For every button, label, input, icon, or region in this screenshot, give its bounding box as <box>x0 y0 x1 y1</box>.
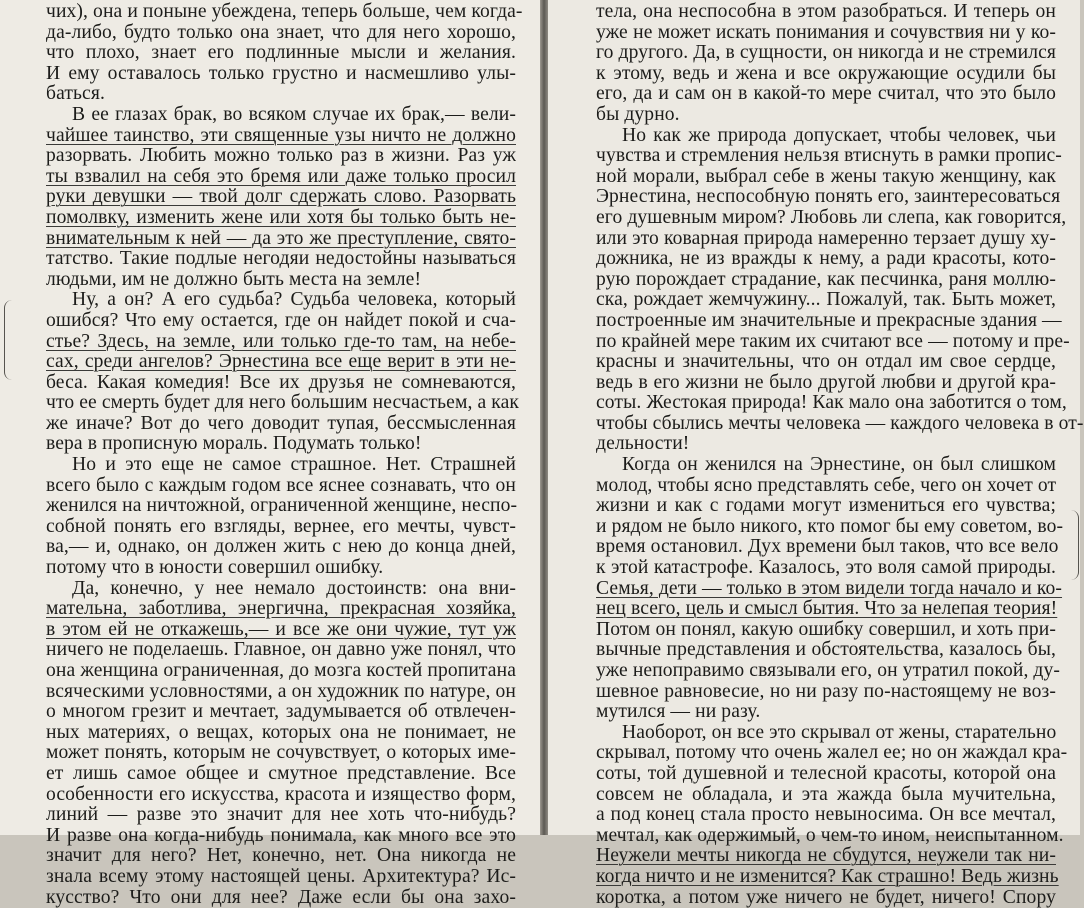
text-line: молод, чтобы ясно представлять себе, чего он хочет от <box>596 474 1057 496</box>
text-line: татство. Такие подлые негодяи недостойны называться <box>46 248 516 270</box>
text-line: руки девушки — твой долг сдержать слово. Разорвать <box>46 186 516 208</box>
text-line: ведь в его жизни не было другой любви и другой кра- <box>596 371 1056 393</box>
text-line: Наоборот, он все это скрывал от жены, старательно <box>622 721 1057 743</box>
text-line: Да, конечно, у нее немало достоинств: она вни- <box>72 577 516 599</box>
text-line: го другого. Да, в сущности, он никогда и не стремился <box>596 42 1056 64</box>
text-line: линий — разве это значит для нее хоть что-нибудь? <box>46 804 516 826</box>
text-line: Семья, дети — только в этом видели тогда начало и ко- <box>596 577 1063 599</box>
text-line: ва,— и, однако, он должен жить с нею до конца дней, <box>46 536 516 558</box>
text-line: тела, она неспособна в этом разобраться. И теперь он <box>596 1 1056 22</box>
text-line: дельности! <box>596 433 690 455</box>
text-line: вера в прописную мораль. Подумать только! <box>46 433 422 455</box>
text-line: совсем не обладала, и эта жажда была мучительна, <box>596 783 1056 805</box>
text-line: о многом грезит и мечтает, задумывается об отвлечен- <box>46 701 516 723</box>
text-line: значит для него? Нет, конечно, нет. Она никогда не <box>46 845 516 867</box>
text-line: шевное равновесие, но ни разу по-настоящему не воз- <box>596 680 1056 702</box>
text-line: Эрнестина, неспособную понять его, заинтересоваться <box>596 186 1061 208</box>
text-line: уже не может искать понимания и сочувствия ни у ко- <box>596 21 1056 43</box>
text-line: соты, той душевной и телесной красоты, которой она <box>596 762 1056 784</box>
text-line: вычные представления и обстоятельства, казалось бы, <box>596 639 1056 661</box>
text-line: время остановил. Дух времени был таков, что все вело <box>596 536 1059 558</box>
text-line: ска, рождает жемчужину... Пожалуй, так. Быть может, <box>596 289 1056 311</box>
text-line: мательна, заботлива, энергична, прекрасная хозяйка, <box>46 598 516 620</box>
text-line: помолвку, изменить жене или хотя бы только быть не- <box>46 206 516 228</box>
text-line: разорвать. Любить можно только раз в жизни. Раз уж <box>46 145 516 167</box>
text-line: что ее смерть будет для него большим несчастьем, а как <box>46 392 520 414</box>
text-line: чувства и стремления нельзя втиснуть в рамки пропис- <box>596 145 1062 167</box>
text-line: может понять, которым не сочувствует, о которых име- <box>46 742 516 764</box>
text-line: в этом ей не откажешь,— и все же они чужие, тут уж <box>46 618 516 640</box>
text-line: стье? Здесь, на земле, или только где-то там, на небе- <box>46 330 516 352</box>
text-line: когда ничто и не изменится? Как страшно! Ведь жизнь <box>596 865 1059 887</box>
text-line: баться. <box>46 83 105 105</box>
text-line: да-либо, будто только она знает, что для него хорошо, <box>46 21 516 43</box>
text-line: знала всему этому настоящей цены. Архитектура? Ис- <box>46 865 516 887</box>
text-line: И разве она когда-нибудь понимала, как много все это <box>46 824 516 846</box>
left-page <box>0 0 540 908</box>
text-line: Когда он женился на Эрнестине, он был слишком <box>622 454 1056 476</box>
text-line: коротка, а потом уже ничего не будет, ничего! Спору <box>596 886 1056 908</box>
text-line: ных материях, о вещах, которых она не понимает, не <box>46 721 516 743</box>
right-page-text <box>596 1 1084 908</box>
text-line: всего было с каждым годом все яснее сознавать, что он <box>46 474 516 496</box>
text-line: дожника, не из вражды к нему, а ради красоты, кото- <box>596 248 1056 270</box>
text-line: внимательным к ней — да это же преступление, свято- <box>46 227 516 249</box>
text-line: сах, среди ангелов? Эрнестина все еще верит в эти не- <box>46 351 516 373</box>
text-line: его душевным миром? Любовь ли слепа, как говорится, <box>596 206 1067 228</box>
text-line: нец всего, цель и смысл бытия. Что за нелепая теория! <box>596 598 1058 620</box>
text-line: же иначе? Вот до чего доводит тупая, бессмысленная <box>46 412 516 434</box>
text-line: собной понять его взгляды, вернее, его мечты, чувст- <box>46 515 516 537</box>
text-line: к этому, ведь и жена и все окружающие осудили бы <box>596 62 1056 84</box>
text-line: построенные им значительные и прекрасные здания — <box>596 309 1062 331</box>
right-page <box>548 0 1084 908</box>
text-line: жизни и как с годами могут измениться его чувства; <box>596 495 1056 517</box>
text-line: Ну, а он? А его судьба? Судьба человека, который <box>72 289 516 311</box>
text-line: или это коварная природа намеренно терзает душу ху- <box>596 227 1056 249</box>
text-line: уже непоправимо связывали его, он утратил покой, ду- <box>596 660 1061 681</box>
text-line: она женщина ограниченная, до мозга костей пропитана <box>46 660 516 681</box>
text-line: Но и это еще не самое страшное. Нет. Страшней <box>72 454 516 476</box>
text-line: бы дурно. <box>596 103 680 125</box>
text-line: красны и значительны, что он отдал им свое сердце, <box>596 351 1056 373</box>
text-line: кусство? Что они для нее? Даже если бы она захо- <box>46 886 516 908</box>
text-line: потому что в юности совершил ошибку. <box>46 557 384 579</box>
book-gutter <box>540 0 548 835</box>
text-line: В ее глазах брак, во всяком случае их брак,— вели- <box>72 103 516 125</box>
text-line: скрывал, потому что очень жалел ее; но он жаждал кра- <box>596 742 1068 764</box>
text-line: его, да и сам он в какой-то мере считал, что это было <box>596 83 1056 105</box>
text-line: и рядом не было никого, кто помог бы ему советом, во- <box>596 515 1064 537</box>
left-page-text <box>46 1 523 908</box>
margin-bracket-mark <box>4 300 15 380</box>
text-line: по крайней мере таким их считают все — потому и пре- <box>596 330 1070 352</box>
text-line: Но как же природа допускает, чтобы человек, чьи <box>622 124 1056 146</box>
text-line: ошибся? Что ему остается, где он найдет покой и сча- <box>46 309 516 331</box>
margin-bracket-mark <box>1068 510 1079 580</box>
text-line: чайшее таинство, эти священные узы ничто не должно <box>46 124 516 146</box>
text-line: беса. Какая комедия! Все их друзья не сомневаются, <box>46 371 516 393</box>
text-line: особенности его искусства, красота и изящество форм, <box>46 783 516 805</box>
text-line: чих), она и поныне убеждена, теперь больше, чем когда- <box>46 1 523 22</box>
text-line: ет лишь самое общее и смутное представление. Все <box>46 762 516 784</box>
text-line: мутился — ни разу. <box>596 701 761 723</box>
text-line: соты. Жестокая природа! Как мало она заботится о том, <box>596 392 1067 414</box>
text-line: ничего не поделаешь. Главное, он давно уже понял, что <box>46 639 516 661</box>
text-line: женился на ничтожной, ограниченной женщине, неспо- <box>46 495 518 517</box>
text-line: а под конец стала просто невыносима. Он все мечтал, <box>596 804 1056 826</box>
text-line: ты взвалил на себя это бремя или даже только просил <box>46 165 516 187</box>
text-line: к этой катастрофе. Казалось, это воля самой природы. <box>596 557 1056 579</box>
text-line: Неужели мечты никогда не сбудутся, неужели так ни- <box>596 845 1056 867</box>
text-line: всяческими условностями, а он художник по натуре, он <box>46 680 516 702</box>
text-line: И ему оставалось только грустно и насмешливо улы- <box>46 62 516 84</box>
text-line: чтобы сбылись мечты человека — каждого человека в от- <box>596 412 1084 434</box>
text-line: ной морали, выбрал себе в жены такую женщину, как <box>596 165 1056 187</box>
text-line: рую порождает страдание, как песчинка, раня моллю- <box>596 268 1056 290</box>
text-line: мечтал, как одержимый, о чем-то ином, неиспытанном. <box>596 824 1064 846</box>
text-line: людьми, им не должно быть места на земле! <box>46 268 422 290</box>
text-line: что плохо, знает его подлинные мысли и желания. <box>46 42 516 64</box>
text-line: Потом он понял, какую ошибку совершил, и хоть при- <box>596 618 1056 640</box>
